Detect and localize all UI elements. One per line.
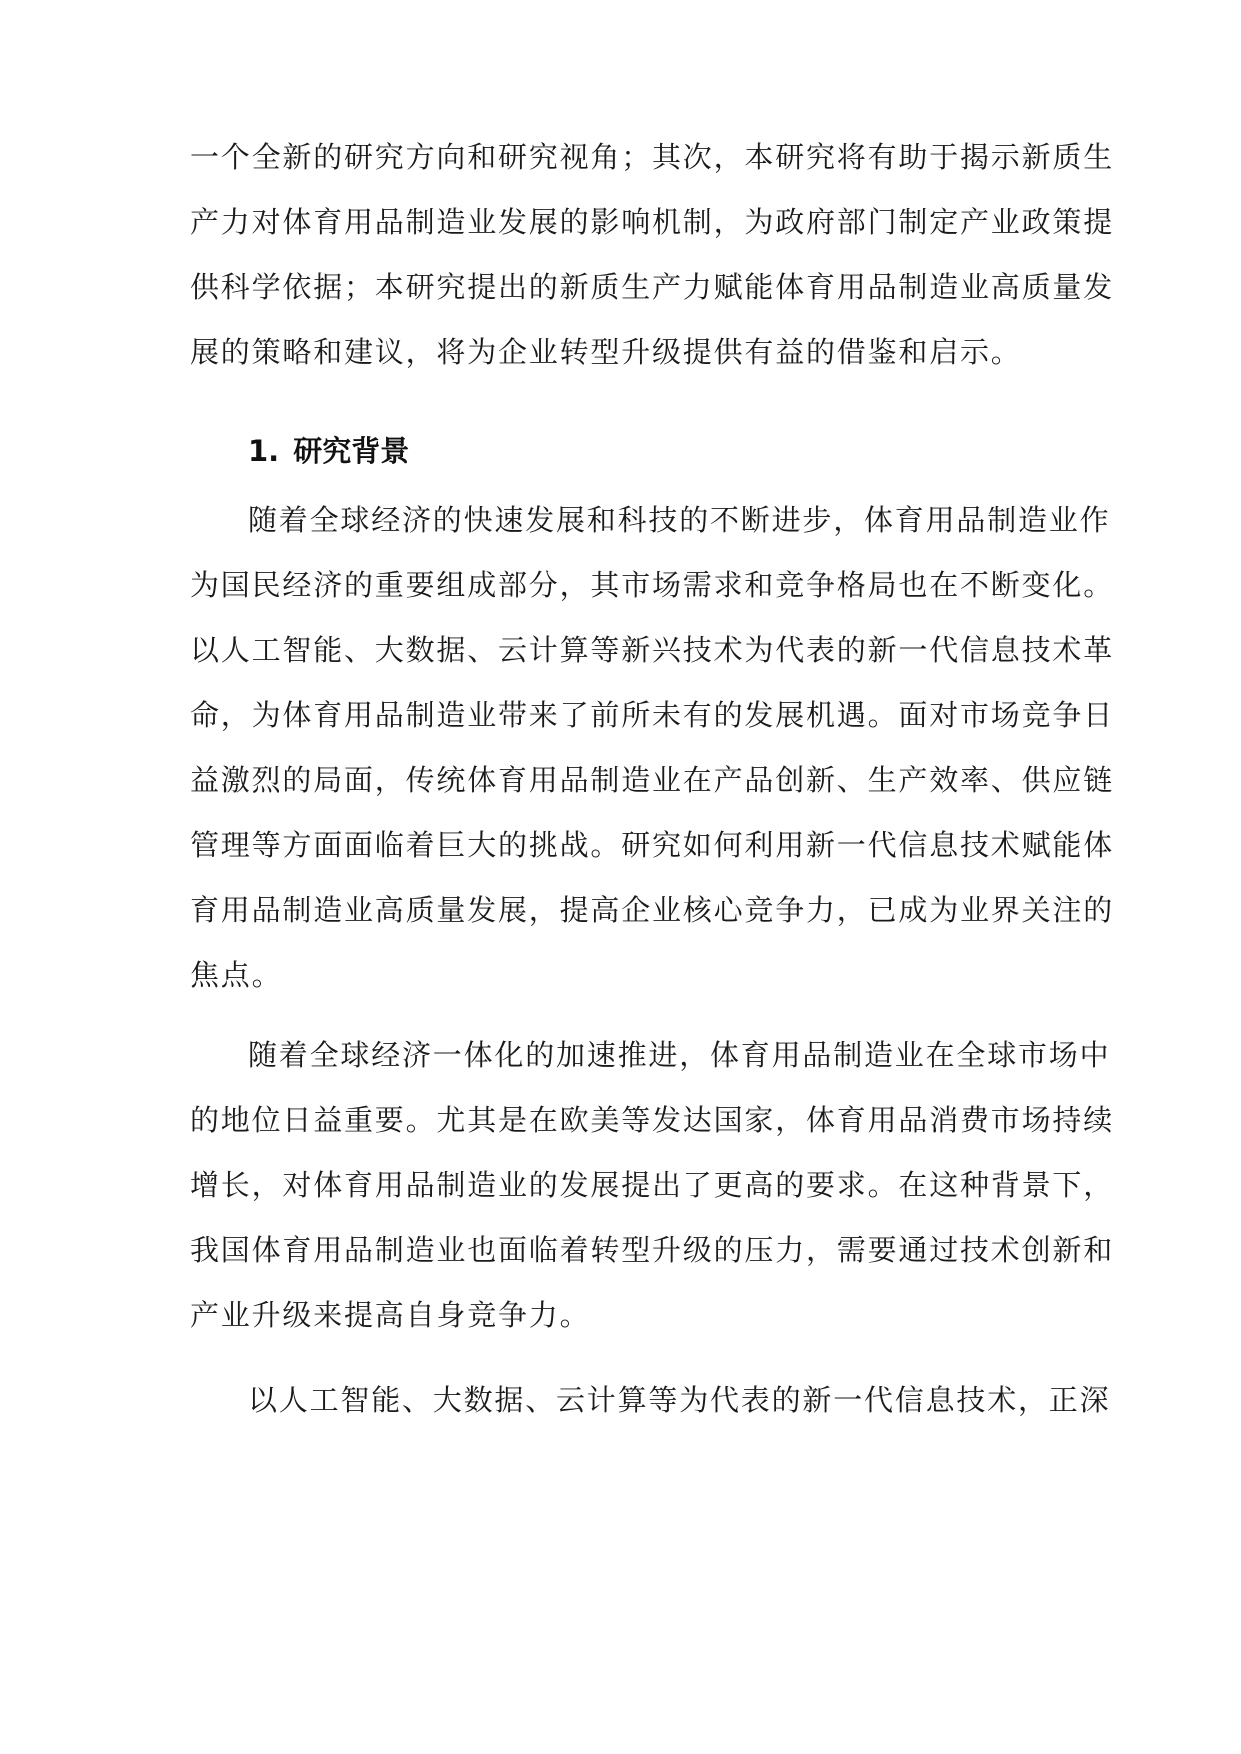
text-line: 焦点。 xyxy=(190,958,283,992)
text-line: 产业升级来提高自身竞争力。 xyxy=(190,1298,591,1332)
text-line: 随着全球经济的快速发展和科技的不断进步，体育用品制造业作 xyxy=(248,503,1111,537)
text-line: 随着全球经济一体化的加速推进，体育用品制造业在全球市场中 xyxy=(248,1038,1111,1072)
text-line: 益激烈的局面，传统体育用品制造业在产品创新、生产效率、供应链 xyxy=(190,763,1115,797)
text-line: 育用品制造业高质量发展，提高企业核心竞争力，已成为业界关注的 xyxy=(190,893,1115,927)
text-line: 产力对体育用品制造业发展的影响机制，为政府部门制定产业政策提 xyxy=(190,205,1115,239)
text-line: 为国民经济的重要组成部分，其市场需求和竞争格局也在不断变化。 xyxy=(190,568,1115,602)
text-line: 的地位日益重要。尤其是在欧美等发达国家，体育用品消费市场持续 xyxy=(190,1103,1115,1137)
text-line: 增长，对体育用品制造业的发展提出了更高的要求。在这种背景下， xyxy=(190,1168,1115,1202)
text-line: 我国体育用品制造业也面临着转型升级的压力，需要通过技术创新和 xyxy=(190,1233,1115,1267)
text-line: 管理等方面面临着巨大的挑战。研究如何利用新一代信息技术赋能体 xyxy=(190,828,1115,862)
section-heading xyxy=(248,431,409,471)
text-line: 展的策略和建议，将为企业转型升级提供有益的借鉴和启示。 xyxy=(190,335,1022,369)
section-number: 1. xyxy=(248,434,280,468)
text-line: 供科学依据；本研究提出的新质生产力赋能体育用品制造业高质量发 xyxy=(190,270,1115,304)
text-line: 以人工智能、大数据、云计算等新兴技术为代表的新一代信息技术革 xyxy=(190,633,1115,667)
text-line: 一个全新的研究方向和研究视角；其次，本研究将有助于揭示新质生 xyxy=(190,140,1115,174)
section-title: 研究背景 xyxy=(293,434,410,468)
text-line: 以人工智能、大数据、云计算等为代表的新一代信息技术，正深 xyxy=(248,1383,1111,1417)
text-line: 命，为体育用品制造业带来了前所未有的发展机遇。面对市场竞争日 xyxy=(190,698,1115,732)
